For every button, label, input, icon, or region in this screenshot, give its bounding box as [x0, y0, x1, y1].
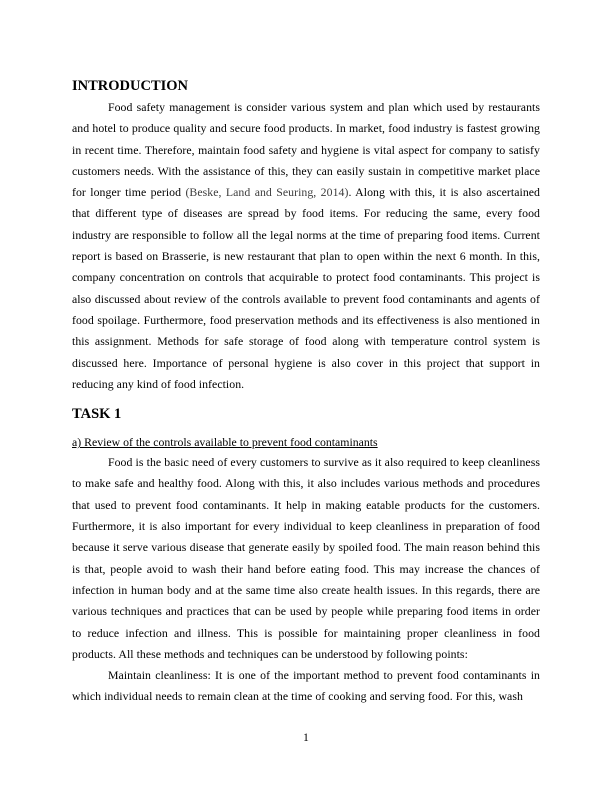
introduction-heading: INTRODUCTION: [72, 78, 189, 94]
page-content: [72, 76, 540, 708]
task-paragraph-1: Food is the basic need of every customers to survive as it also required to keep cleanliness to make safe and healthy food. Along with this, it also includes various methods and procedures that used to prevent food contaminants. It help in making eatable products for the customers. Furthermore, it is also important for every individual to keep cleanliness in preparation of food because it serve various disease that generate easily by spoiled food. The main reason behind this is that, people avoid to wash their hand before eating food. This may increase the chances of infection in human body and at the same time also create health issues. In this regards, there are various techniques and practices that can be used by people while preparing food items in order to reduce infection and illness. This is possible for maintaining proper cleanliness in food products. All these methods and techniques can be understood by following points:: [72, 455, 540, 661]
intro-citation: (Beske, Land and Seuring, 2014): [185, 185, 349, 200]
section-subheading: a) Review of the controls available to prevent food contaminants: [72, 435, 378, 450]
page-number: 1: [303, 730, 309, 744]
task-heading: TASK 1: [72, 406, 122, 423]
introduction-paragraph: [72, 97, 540, 395]
intro-text-part1: Food safety management is consider various system and plan which used by restaurants and hotel to produce quality and secure food products. In market, food industry is fastest growing in recent time. Therefore, maintain food safety and hygiene is vital aspect for company to satisfy customers needs. With the assistance of this, they can easily sustain in competitive market place for longer time period: [72, 100, 540, 200]
intro-text-part2: . Along with this, it is also ascertained that different type of diseases are spread by food items. For reducing the same, every food industry are responsible to follow all the legal norms at the time of preparing food items. Current report is based on Brasserie, is new restaurant that plan to open within the next 6 month. In this, company concentration on controls that acquirable to protect food contaminants. This project is also discussed about review of the controls available to prevent food contaminants and agents of food spoilage. Furthermore, food preservation methods and its effectiveness is also mentioned in this assignment. Methods for safe storage of food along with temperature control system is discussed here. Importance of personal hygiene is also cover in this project that support in reducing any kind of food infection.: [72, 185, 540, 391]
task-paragraph-2: Maintain cleanliness: It is one of the important method to prevent food contaminants in which individual needs to remain clean at the time of cooking and serving food. For this, wash: [72, 668, 540, 704]
